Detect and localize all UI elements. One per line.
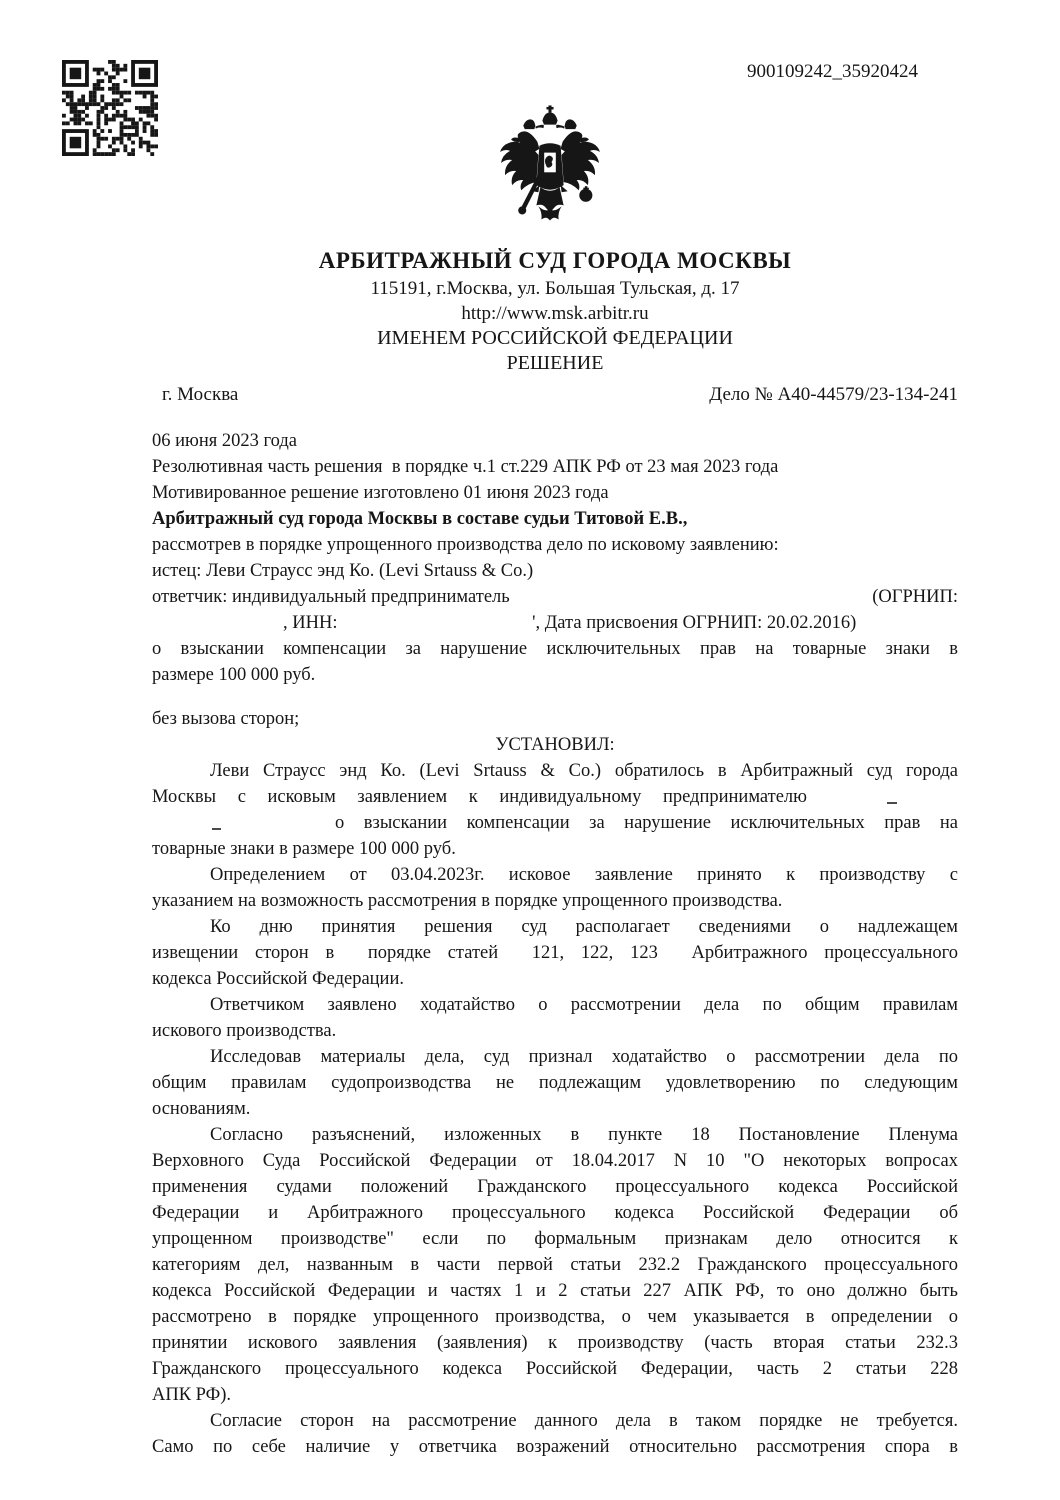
reviewed-line: рассмотрев в порядке упрощенного производства дело по исковому заявлению:: [152, 535, 779, 555]
city-label: г. Москва: [162, 384, 239, 405]
paragraph-line: кодекса Российской Федерации.: [152, 969, 404, 989]
paragraph-line: Ко дню принятия решения суд располагает сведениями о надлежащем: [210, 917, 958, 937]
in-the-name-line: ИМЕНЕМ РОССИЙСКОЙ ФЕДЕРАЦИИ: [377, 327, 733, 349]
paragraph-line: [152, 810, 958, 836]
resolutive-part-line: Резолютивная часть решения в порядке ч.1 ст.229 АПК РФ от 23 мая 2023 года: [152, 457, 779, 477]
paragraph-line: Исследовав материалы дела, суд признал ходатайство о рассмотрении дела по: [210, 1047, 958, 1067]
ogrnip-date: ', Дата присвоения ОГРНИП: 20.02.2016): [532, 613, 857, 633]
city-case-row: [152, 383, 958, 407]
paragraph-line: упрощенном производстве" если по формальным признакам дело относится к: [152, 1229, 958, 1249]
paragraph-line: Гражданского процессуального кодекса Российской Федерации, часть 2 статьи 228: [152, 1359, 958, 1379]
defendant-line: [152, 584, 958, 610]
redaction-mark: [887, 802, 897, 804]
paragraph-line: принятии искового заявления (заявления) к производству (часть вторая статьи 232.3: [152, 1333, 958, 1353]
redaction-mark: [212, 828, 221, 830]
paragraph-line: Федерации и Арбитражного процессуального кодекса Российской Федерации об: [152, 1203, 958, 1223]
court-address: 115191, г.Москва, ул. Большая Тульская, д. 17: [370, 278, 740, 299]
decision-body: [152, 428, 958, 1460]
paragraph-line: Верховного Суда Российской Федерации от 18.04.2017 N 10 "О некоторых вопросах: [152, 1151, 958, 1171]
court-website: http://www.msk.arbitr.ru: [461, 303, 649, 324]
paragraph-line: основаниям.: [152, 1099, 251, 1119]
paragraph-line: Леви Страусс энд Ко. (Levi Srtauss & Co.) обратилось в Арбитражный суд города: [210, 761, 958, 781]
paragraph-line: рассмотрено в порядке упрощенного производства, о чем указывается в определении о: [152, 1307, 958, 1327]
court-header: [152, 246, 958, 376]
russian-coat-of-arms-icon: [497, 100, 603, 232]
document-number: 900109242_35920424: [747, 61, 918, 82]
court-name: АРБИТРАЖНЫЙ СУД ГОРОДА МОСКВЫ: [318, 248, 792, 273]
paragraph-line: товарные знаки в размере 100 000 руб.: [152, 839, 456, 859]
paragraph-line: Согласно разъяснений, изложенных в пункте 18 Постановление Пленума: [210, 1125, 958, 1145]
defendant-label: ответчик: индивидуальный предприниматель: [152, 587, 510, 607]
date-line: 06 июня 2023 года: [152, 431, 297, 451]
paragraph-line: категориям дел, названным в части первой статьи 232.2 Гражданского процессуального: [152, 1255, 958, 1275]
judge-line: Арбитражный суд города Москвы в составе судьи Титовой Е.В.,: [152, 509, 688, 529]
case-number: Дело № А40-44579/23-134-241: [709, 384, 958, 405]
paragraph-line: общим правилам судопроизводства не подлежащим удовлетворению по следующим: [152, 1073, 958, 1093]
paragraph-line: Определением от 03.04.2023г. исковое заявление принято к производству с: [210, 865, 958, 885]
motivated-decision-line: Мотивированное решение изготовлено 01 июня 2023 года: [152, 483, 609, 503]
paragraph-text: Москвы с исковым заявлением к индивидуальному предпринимателю: [152, 787, 807, 807]
paragraph-line: указанием на возможность рассмотрения в порядке упрощенного производства.: [152, 891, 783, 911]
document-type-title: РЕШЕНИЕ: [506, 352, 604, 374]
established-heading: УСТАНОВИЛ:: [495, 735, 615, 755]
inn-line: [152, 610, 958, 636]
inn-label: , ИНН:: [283, 613, 338, 633]
claim-line-2: размере 100 000 руб.: [152, 665, 316, 685]
paragraph-line: АПК РФ).: [152, 1385, 232, 1405]
paragraph-line: применения судами положений Гражданского процессуального кодекса Российской: [152, 1177, 958, 1197]
paragraph-line: извещении сторон в порядке статей 121, 122, 123 Арбитражного процессуального: [152, 943, 958, 963]
paragraph-line: кодекса Российской Федерации и частях 1 и 2 статьи 227 АПК РФ, то оно должно быть: [152, 1281, 958, 1301]
paragraph-line: [152, 784, 958, 810]
paragraph-line: искового производства.: [152, 1021, 337, 1041]
paragraph-line: Согласие сторон на рассмотрение данного дела в таком порядке не требуется.: [210, 1411, 958, 1431]
qr-code: [62, 60, 158, 156]
plaintiff-line: истец: Леви Страусс энд Ко. (Levi Srtauss & Co.): [152, 561, 534, 581]
claim-line-1: о взыскании компенсации за нарушение исключительных прав на товарные знаки в: [152, 639, 958, 659]
paragraph-line: Ответчиком заявлено ходатайство о рассмотрении дела по общим правилам: [210, 995, 958, 1015]
paragraph-line: Само по себе наличие у ответчика возражений относительно рассмотрения спора в: [152, 1437, 958, 1457]
without-parties-line: без вызова сторон;: [152, 709, 300, 729]
paragraph-text: о взыскании компенсации за нарушение исключительных прав на: [335, 813, 958, 833]
ogrnip-open: (ОГРНИП:: [872, 587, 958, 607]
